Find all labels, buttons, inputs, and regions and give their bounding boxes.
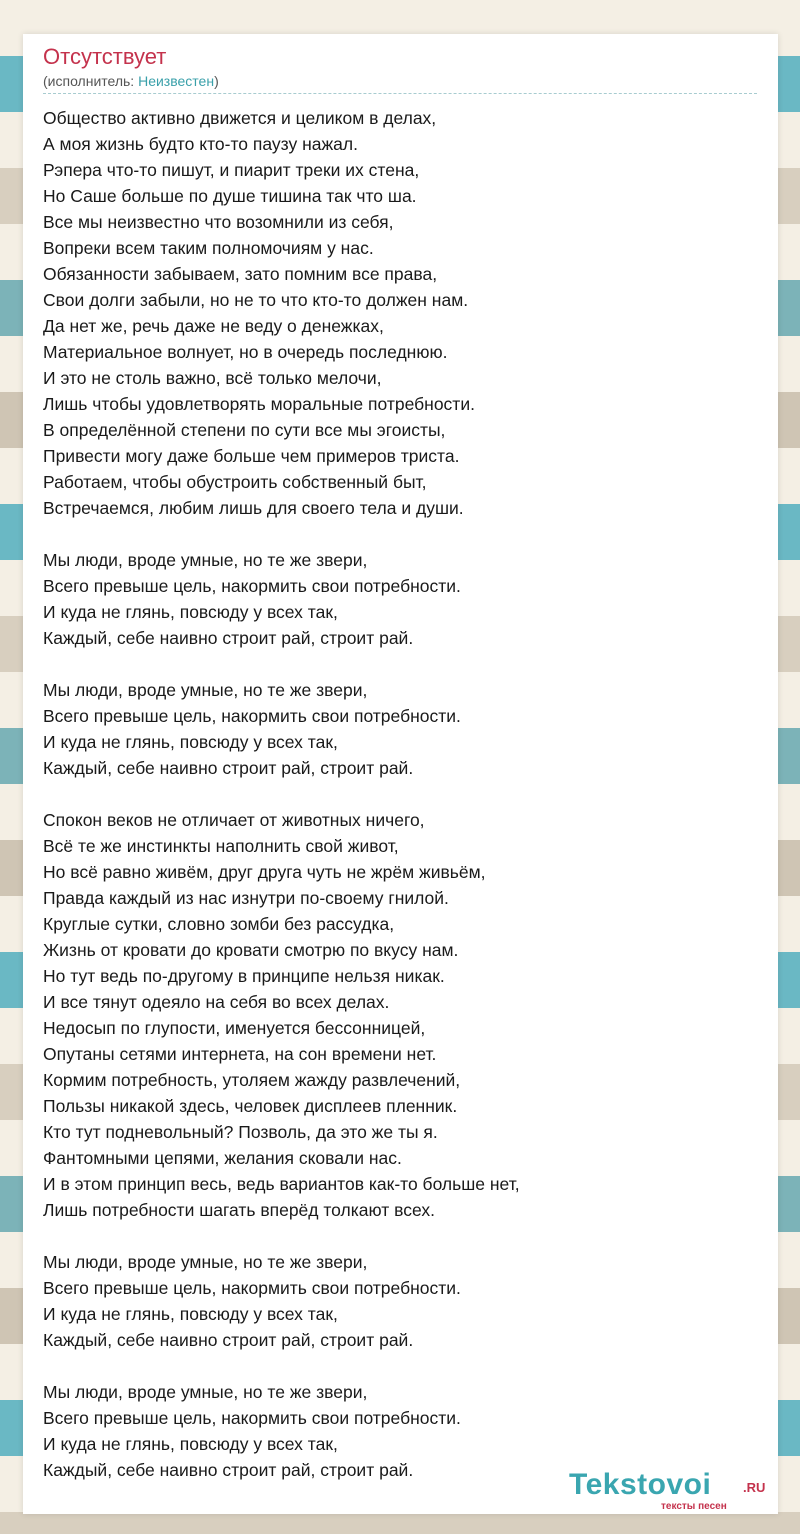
lyric-line: Каждый, себе наивно строит рай, строит рай. — [43, 1460, 414, 1480]
lyric-line: Жизнь от кровати до кровати смотрю по вкусу нам. — [43, 940, 459, 960]
lyric-line: Да нет же, речь даже не веду о денежках, — [43, 316, 384, 336]
lyrics-stanza — [43, 105, 753, 521]
lyrics-stanza — [43, 677, 753, 781]
lyrics-text — [43, 105, 753, 1509]
lyric-line: И все тянут одеяло на себя во всех делах. — [43, 992, 390, 1012]
artist-link[interactable]: Неизвестен — [138, 73, 215, 89]
lyric-line: Всё те же инстинкты наполнить свой живот, — [43, 836, 399, 856]
lyric-line: Мы люди, вроде умные, но те же звери, — [43, 1382, 368, 1402]
lyric-line: Круглые сутки, словно зомби без рассудка, — [43, 914, 395, 934]
logo-tagline: тексты песен — [661, 1501, 727, 1512]
lyric-line: Но всё равно живём, друг друга чуть не жрём живьём, — [43, 862, 486, 882]
lyric-line: Мы люди, вроде умные, но те же звери, — [43, 1252, 368, 1272]
lyric-line: Все мы неизвестно что возомнили из себя, — [43, 212, 394, 232]
logo-tld: .RU — [743, 1480, 766, 1495]
lyric-line: Опутаны сетями интернета, на сон времени нет. — [43, 1044, 437, 1064]
lyric-line: И куда не глянь, повсюду у всех так, — [43, 1304, 338, 1324]
lyric-line: Вопреки всем таким полномочиям у нас. — [43, 238, 374, 258]
lyrics-stanza — [43, 547, 753, 651]
logo-name: Tekstovoi — [569, 1468, 712, 1501]
lyric-line: Каждый, себе наивно строит рай, строит рай. — [43, 628, 414, 648]
lyric-line: Пользы никакой здесь, человек дисплеев пленник. — [43, 1096, 458, 1116]
lyric-line: Всего превыше цель, накормить свои потребности. — [43, 706, 461, 726]
lyric-line: Фантомными цепями, желания сковали нас. — [43, 1148, 402, 1168]
lyric-line: Мы люди, вроде умные, но те же звери, — [43, 680, 368, 700]
lyric-line: Рэпера что-то пишут, и пиарит треки их стена, — [43, 160, 420, 180]
lyric-line: И в этом принцип весь, ведь вариантов как-то больше нет, — [43, 1174, 520, 1194]
lyric-line: Всего превыше цель, накормить свои потребности. — [43, 576, 461, 596]
lyrics-stanza — [43, 807, 753, 1223]
lyric-line: Общество активно движется и целиком в делах, — [43, 108, 437, 128]
lyric-line: Лишь потребности шагать вперёд толкают всех. — [43, 1200, 435, 1220]
lyrics-stanza — [43, 1249, 753, 1353]
lyric-line: Привести могу даже больше чем примеров триста. — [43, 446, 460, 466]
lyric-line: Правда каждый из нас изнутри по-своему гнилой. — [43, 888, 449, 908]
lyric-line: Встречаемся, любим лишь для своего тела и души. — [43, 498, 464, 518]
lyric-line: Кто тут подневольный? Позволь, да это же ты я. — [43, 1122, 438, 1142]
song-title: Отсутствует — [43, 44, 167, 69]
lyric-line: Всего превыше цель, накормить свои потребности. — [43, 1278, 461, 1298]
lyric-line: Но Саше больше по душе тишина так что ша. — [43, 186, 417, 206]
lyric-line: Каждый, себе наивно строит рай, строит рай. — [43, 1330, 414, 1350]
lyric-line: Материальное волнует, но в очередь последнюю. — [43, 342, 448, 362]
lyric-line: Всего превыше цель, накормить свои потребности. — [43, 1408, 461, 1428]
lyric-line: Работаем, чтобы обустроить собственный быт, — [43, 472, 427, 492]
lyric-line: Каждый, себе наивно строит рай, строит рай. — [43, 758, 414, 778]
lyric-line: Свои долги забыли, но не то что кто-то должен нам. — [43, 290, 469, 310]
lyric-line: Лишь чтобы удовлетворять моральные потребности. — [43, 394, 475, 414]
artist-prefix: (исполнитель: — [43, 73, 139, 89]
lyric-line: И куда не глянь, повсюду у всех так, — [43, 1434, 338, 1454]
title-divider — [43, 93, 757, 94]
lyric-line: И куда не глянь, повсюду у всех так, — [43, 602, 338, 622]
lyric-line: И куда не глянь, повсюду у всех так, — [43, 732, 338, 752]
lyric-line: Обязанности забываем, зато помним все права, — [43, 264, 438, 284]
lyric-line: Мы люди, вроде умные, но те же звери, — [43, 550, 368, 570]
site-logo[interactable] — [569, 1468, 769, 1510]
lyric-line: А моя жизнь будто кто-то паузу нажал. — [43, 134, 358, 154]
lyrics-card — [23, 34, 778, 1514]
lyric-line: Спокон веков не отличает от животных ничего, — [43, 810, 425, 830]
lyric-line: Кормим потребность, утоляем жажду развлечений, — [43, 1070, 461, 1090]
artist-suffix: ) — [214, 73, 219, 89]
lyric-line: Недосып по глупости, именуется бессонницей, — [43, 1018, 426, 1038]
lyric-line: Но тут ведь по-другому в принципе нельзя никак. — [43, 966, 445, 986]
lyric-line: И это не столь важно, всё только мелочи, — [43, 368, 382, 388]
artist-line — [43, 73, 219, 89]
lyric-line: В определённой степени по сути все мы эгоисты, — [43, 420, 446, 440]
